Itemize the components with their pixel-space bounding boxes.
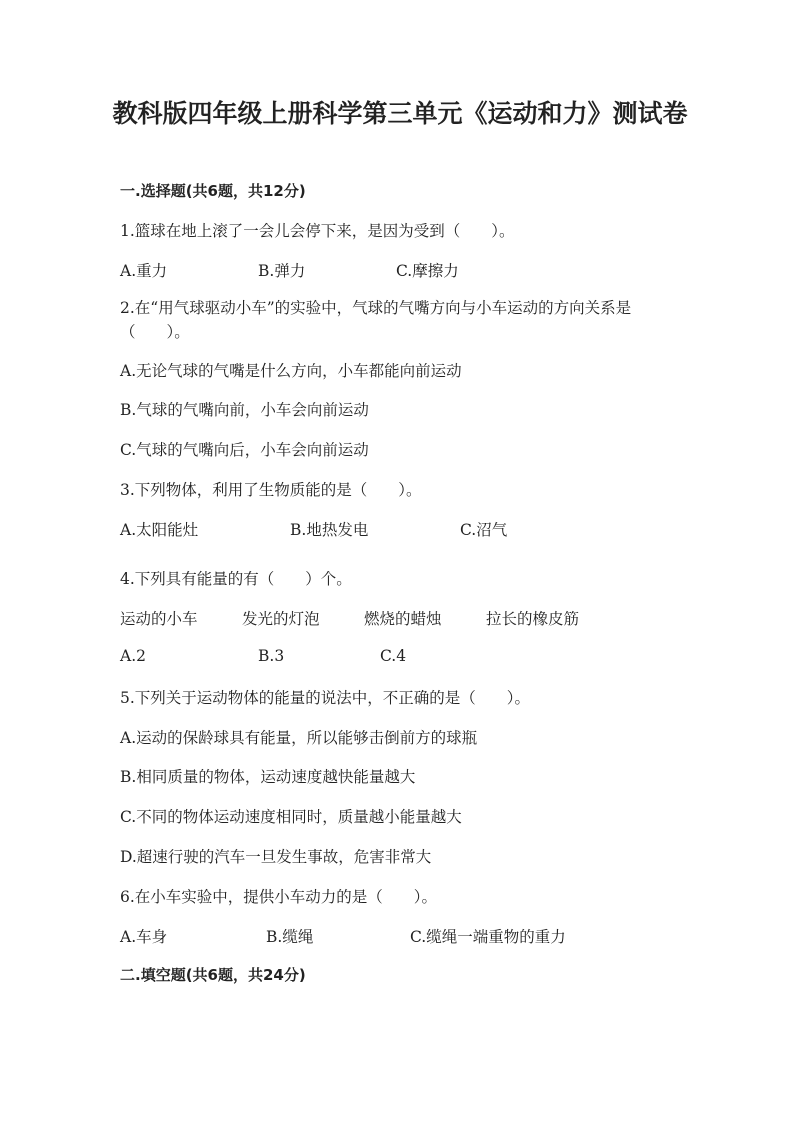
q4-item: 运动的小车 — [120, 610, 198, 628]
q2-option-a: A.无论气球的气嘴是什么方向，小车都能向前运动 — [120, 362, 462, 380]
q5-option-c: C.不同的物体运动速度相同时，质量越小能量越大 — [120, 808, 462, 826]
q4-item: 拉长的橡皮筋 — [486, 610, 580, 628]
question-2: 2.在“用气球驱动小车”的实验中，气球的气嘴方向与小车运动的方向关系是（ ）。 — [120, 299, 632, 341]
q3-option-c: C.沼气 — [460, 521, 508, 539]
q4-item: 发光的灯泡 — [242, 610, 320, 628]
section-heading-fill: 二.填空题(共6题，共24分) — [120, 966, 306, 984]
question-3: 3.下列物体，利用了生物质能的是（ ）。 — [120, 481, 422, 499]
question-6: 6.在小车实验中，提供小车动力的是（ ）。 — [120, 888, 438, 906]
q6-option-c: C.缆绳一端重物的重力 — [410, 928, 566, 946]
page-title: 教科版四年级上册科学第三单元《运动和力》测试卷 — [112, 99, 688, 128]
section-heading-choice: 一.选择题(共6题，共12分) — [120, 182, 306, 200]
q6-option-a: A.车身 — [120, 928, 168, 946]
q1-option-a: A.重力 — [120, 262, 168, 280]
q2-option-c: C.气球的气嘴向后，小车会向前运动 — [120, 441, 369, 459]
q5-option-a: A.运动的保龄球具有能量，所以能够击倒前方的球瓶 — [120, 729, 478, 747]
question-1: 1.篮球在地上滚了一会儿会停下来，是因为受到（ ）。 — [120, 222, 515, 240]
q6-option-b: B.缆绳 — [266, 928, 314, 946]
q1-option-c: C.摩擦力 — [396, 262, 459, 280]
question-5: 5.下列关于运动物体的能量的说法中，不正确的是（ ）。 — [120, 689, 531, 707]
q3-option-b: B.地热发电 — [290, 521, 369, 539]
q1-option-b: B.弹力 — [258, 262, 306, 280]
q5-option-d: D.超速行驶的汽车一旦发生事故，危害非常大 — [120, 848, 432, 866]
question-4: 4.下列具有能量的有（ ）个。 — [120, 570, 352, 588]
q4-item: 燃烧的蜡烛 — [364, 610, 442, 628]
q2-option-b: B.气球的气嘴向前，小车会向前运动 — [120, 401, 369, 419]
q3-option-a: A.太阳能灶 — [120, 521, 199, 539]
q4-option-a: A.2 — [120, 647, 146, 665]
q4-option-b: B.3 — [258, 647, 285, 665]
q5-option-b: B.相同质量的物体，运动速度越快能量越大 — [120, 768, 416, 786]
q4-option-c: C.4 — [380, 647, 407, 665]
